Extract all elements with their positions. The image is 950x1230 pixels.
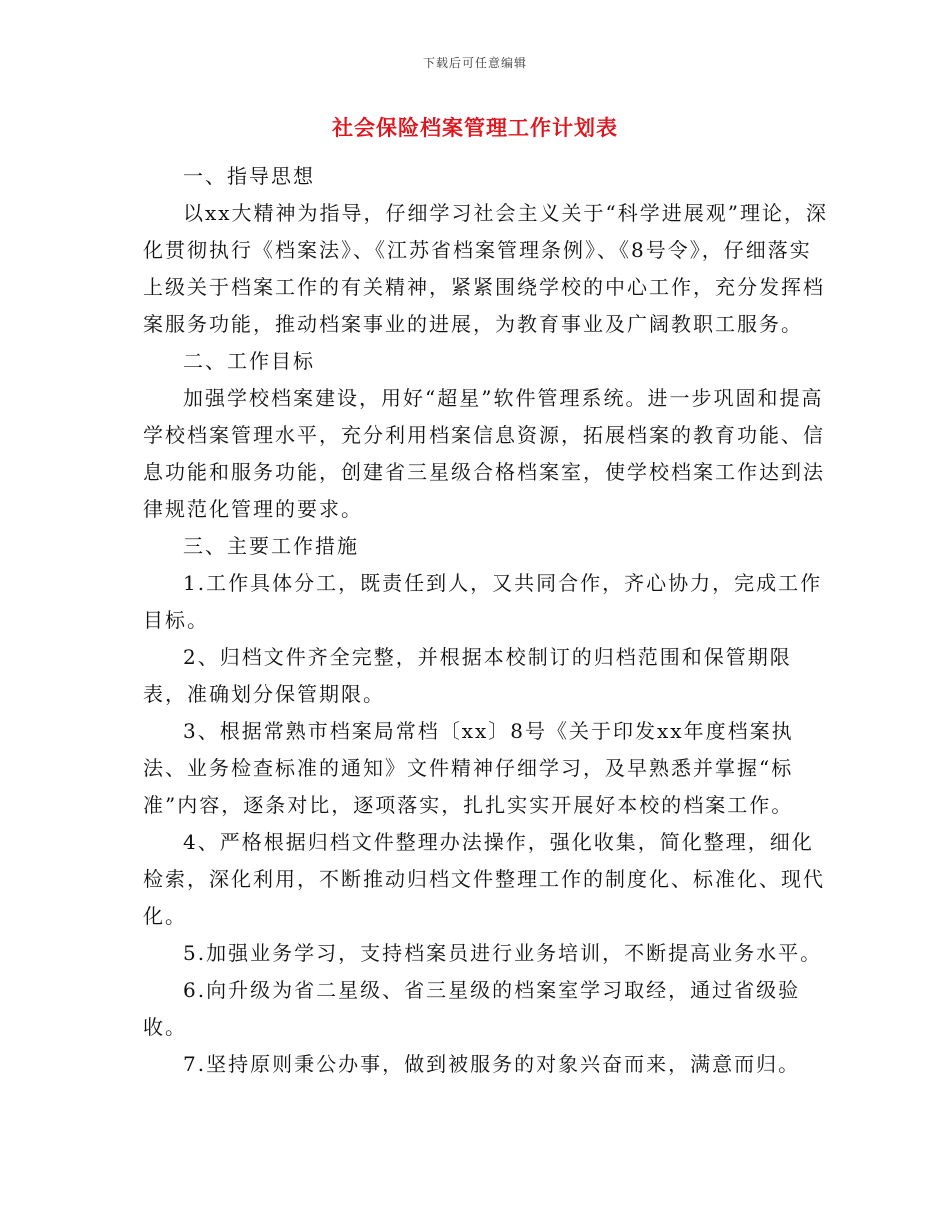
paragraph-work-goals: 加强学校档案建设，用好“超星”软件管理系统。进一步巩固和提高学校档案管理水平，充分利用档案信息资源，拓展档案的教育功能、信息功能和服务功能，创建省三星级合格档案室，使学校档案工作达到法律规范化管理的要求。 [143,386,825,521]
measure-item-2: 2、归档文件齐全完整，并根据本校制订的归档范围和保管期限表，准确划分保管期限。 [143,645,792,706]
measure-item-6: 6.向升级为省二星级、省三星级的档案室学习取经，通过省级验收。 [143,978,801,1039]
section-heading-work-goals: 二、工作目标 [183,349,315,373]
paragraph-guiding-ideology: 以xx大精神为指导，仔细学习社会主义关于“科学进展观”理论，深化贯彻执行《档案法》、《江苏省档案管理条例》、《8号令》，仔细落实上级关于档案工作的有关精神，紧紧围绕学校的中心工作，充分发挥档案服务功能，推动档案事业的进展，为教育事业及广阔教职工服务。 [143,201,829,336]
section-heading-main-measures: 三、主要工作措施 [183,534,359,558]
measure-item-3: 3、根据常熟市档案局常档〔xx〕8号《关于印发xx年度档案执法、业务检查标准的通知》文件精神仔细学习，及早熟悉并掌握“标准”内容，逐条对比，逐项落实，扎扎实实开展好本校的档案工作。 [143,719,794,817]
measure-item-7: 7.坚持原则秉公办事，做到被服务的对象兴奋而来，满意而归。 [183,1052,801,1076]
document-body [143,158,833,1083]
measure-item-5: 5.加强业务学习，支持档案员进行业务培训，不断提高业务水平。 [183,941,823,965]
page-header: 下载后可任意编辑 [422,56,527,70]
section-heading-guiding-ideology: 一、指导思想 [183,164,315,188]
measure-item-1: 1.工作具体分工，既责任到人，又共同合作，齐心协力，完成工作目标。 [143,571,823,632]
document-title: 社会保险档案管理工作计划表 [332,115,618,140]
measure-item-4: 4、严格根据归档文件整理办法操作，强化收集，简化整理，细化检索，深化利用，不断推动归档文件整理工作的制度化、标准化、现代化。 [143,830,825,928]
